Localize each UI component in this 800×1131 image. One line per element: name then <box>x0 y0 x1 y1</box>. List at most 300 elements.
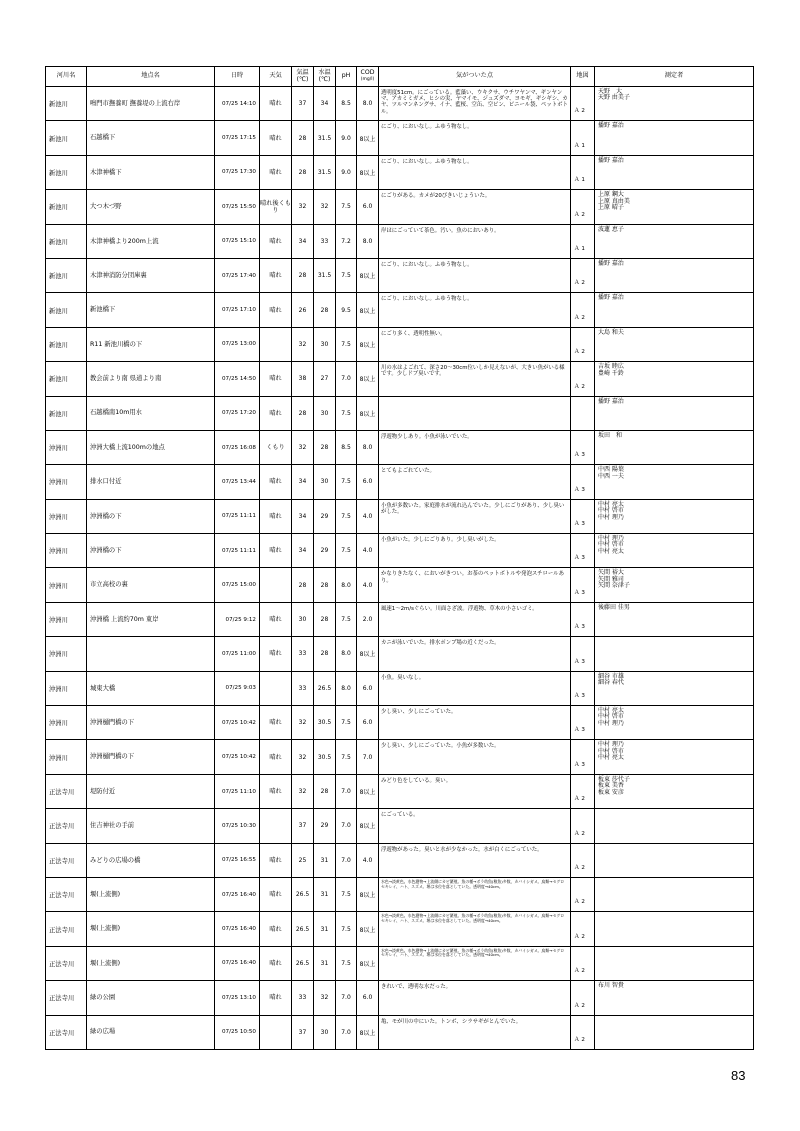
table-row <box>46 671 754 705</box>
notes-cell: 小魚が多数いた。家庭排水が流れ込んでいた。少しにごりがあり、少し臭いがした。 <box>379 499 571 533</box>
map-cell: Ａ 2 <box>571 774 595 808</box>
observer-name: 細谷 春代 <box>598 679 624 687</box>
cod-cell: 8以上 <box>357 637 379 671</box>
location-cell: 城東大橋 <box>87 671 215 705</box>
cod-cell: 8以上 <box>357 877 379 911</box>
observer-name: 矢間 雅司 <box>598 575 624 583</box>
water-temp-cell: 31.5 <box>314 155 336 189</box>
location-cell: R11 新池川橋の下 <box>87 327 215 361</box>
datetime-cell: 07/25 16:08 <box>215 430 260 464</box>
water-temp-cell: 29 <box>314 534 336 568</box>
datetime-cell: 07/25 13:00 <box>215 327 260 361</box>
map-cell: Ａ 3 <box>571 740 595 774</box>
water-temp-cell: 29 <box>314 499 336 533</box>
map-cell: Ａ 1 <box>571 224 595 258</box>
ph-cell: 9.0 <box>336 155 357 189</box>
water-temp-cell: 31 <box>314 946 336 980</box>
location-cell <box>87 637 215 671</box>
datetime-cell: 07/25 17:30 <box>215 155 260 189</box>
observer-name: 矢間 奈津子 <box>598 582 630 590</box>
map-cell: Ａ 1 <box>571 155 595 189</box>
ph-cell: 8.5 <box>336 430 357 464</box>
observer-cell <box>595 809 754 843</box>
notes-cell: 岸はにごっていて茶色。汚い。魚のにおいあり。 <box>379 224 571 258</box>
location-cell: 堰(上流側) <box>87 946 215 980</box>
weather-cell: 晴れ <box>260 465 292 499</box>
notes-cell: 小魚がいた。少しにごりあり。少し臭いがした。 <box>379 534 571 568</box>
air-temp-cell: 32 <box>292 327 314 361</box>
observer-cell <box>595 740 754 774</box>
observer-cell <box>595 258 754 292</box>
observer-name: 播野 嘉治 <box>598 397 624 405</box>
weather-cell: 晴れ <box>260 499 292 533</box>
weather-cell: 晴れ <box>260 121 292 155</box>
weather-cell <box>260 671 292 705</box>
weather-cell: 晴れ <box>260 946 292 980</box>
observer-name: 中村 亮太 <box>598 547 624 555</box>
river-cell: 正法寺川 <box>46 877 87 911</box>
page-number: 83 <box>731 1068 746 1083</box>
ph-cell: 7.0 <box>336 981 357 1015</box>
observer-name: 播野 嘉治 <box>598 294 624 302</box>
map-cell: Ａ 2 <box>571 1015 595 1049</box>
observer-cell <box>595 430 754 464</box>
river-cell: 沖洲川 <box>46 740 87 774</box>
header-location: 地点名 <box>87 67 215 87</box>
table-row <box>46 155 754 189</box>
observer-name: 中村 啓市 <box>598 541 624 549</box>
observer-name: 大島 和夫 <box>598 328 624 336</box>
location-cell: 市立高校の裏 <box>87 568 215 602</box>
table-row <box>46 1015 754 1049</box>
air-temp-cell: 32 <box>292 774 314 808</box>
river-cell: 沖洲川 <box>46 637 87 671</box>
cod-cell: 8以上 <box>357 258 379 292</box>
cod-cell: 8以上 <box>357 1015 379 1049</box>
water-temp-cell: 30.5 <box>314 740 336 774</box>
weather-cell: 晴れ <box>260 877 292 911</box>
datetime-cell: 07/25 15:10 <box>215 224 260 258</box>
table-row <box>46 121 754 155</box>
datetime-cell: 07/25 10:42 <box>215 706 260 740</box>
header-cod <box>357 67 379 87</box>
cod-cell: 6.0 <box>357 465 379 499</box>
river-cell: 正法寺川 <box>46 774 87 808</box>
notes-cell: 水色→淡黄色。水色濃物→上流側にカビ繁殖。魚の種→ボラ幼魚(稚魚)多数、カバイシガメ。鳥類→セグロセキレイ、ハト、スズメ。堰は水位を落としていた。透明度→40cm。 <box>379 912 571 946</box>
observer-name: 中村 理乃 <box>598 513 624 521</box>
water-temp-cell: 29 <box>314 809 336 843</box>
ph-cell: 8.5 <box>336 87 357 121</box>
notes-cell: にごりがある。カメが20ぴきいじょういた。 <box>379 190 571 224</box>
cod-cell: 8以上 <box>357 155 379 189</box>
table-row <box>46 877 754 911</box>
river-cell: 沖洲川 <box>46 568 87 602</box>
river-cell: 新池川 <box>46 224 87 258</box>
notes-cell: にごっている。 <box>379 809 571 843</box>
observer-cell <box>595 534 754 568</box>
weather-cell: くもり <box>260 430 292 464</box>
river-cell: 正法寺川 <box>46 912 87 946</box>
ph-cell: 7.0 <box>336 1015 357 1049</box>
map-cell: Ａ 2 <box>571 87 595 121</box>
notes-cell: にごり、においなし。ふゆう物なし。 <box>379 258 571 292</box>
location-cell: 石越橋南10m用水 <box>87 396 215 430</box>
weather-cell: 晴れ <box>260 224 292 258</box>
water-temp-cell: 27 <box>314 362 336 396</box>
map-cell: Ａ 3 <box>571 465 595 499</box>
water-temp-cell: 34 <box>314 87 336 121</box>
weather-cell: 晴れ <box>260 396 292 430</box>
air-temp-cell: 34 <box>292 224 314 258</box>
table-row <box>46 327 754 361</box>
header-water-temp-label: 水温 <box>318 69 331 76</box>
air-temp-cell: 34 <box>292 534 314 568</box>
cod-cell: 8以上 <box>357 327 379 361</box>
table-row <box>46 843 754 877</box>
notes-cell: かなりきたなく、においがきつい。お茶のペットボトルや発泡スチロールあり。 <box>379 568 571 602</box>
observer-name: 布川 智貴 <box>598 982 624 990</box>
cod-cell: 6.0 <box>357 981 379 1015</box>
observer-cell <box>595 155 754 189</box>
weather-cell: 晴れ <box>260 912 292 946</box>
weather-cell: 晴れ <box>260 981 292 1015</box>
observer-name: 中村 亮太 <box>598 754 624 762</box>
air-temp-cell: 28 <box>292 568 314 602</box>
observer-name: 細谷 市雄 <box>598 672 624 680</box>
weather-cell: 晴れ <box>260 293 292 327</box>
map-cell: Ａ 3 <box>571 637 595 671</box>
observer-name: 上原 晴子 <box>598 203 624 211</box>
location-cell: 沖洲樋門橋の下 <box>87 740 215 774</box>
observer-name: 播野 嘉治 <box>598 259 624 267</box>
datetime-cell: 07/25 14:50 <box>215 362 260 396</box>
observer-name: 天野 大 <box>598 88 623 95</box>
map-cell <box>571 396 595 430</box>
notes-cell: にごり、においなし。ふゆう物なし。 <box>379 155 571 189</box>
header-cod-label: COD <box>360 68 375 76</box>
water-temp-cell: 31.5 <box>314 258 336 292</box>
notes-cell: 少し臭い、少しにごっていた。小魚が多数いた。 <box>379 740 571 774</box>
table-row <box>46 568 754 602</box>
location-cell: 緑の広場 <box>87 1015 215 1049</box>
observer-name: 中村 啓市 <box>598 507 624 515</box>
datetime-cell: 07/25 11:11 <box>215 534 260 568</box>
table-row <box>46 912 754 946</box>
ph-cell: 7.5 <box>336 706 357 740</box>
map-cell: Ａ 2 <box>571 190 595 224</box>
ph-cell: 7.5 <box>336 877 357 911</box>
location-cell: 木津神消防分団庫裏 <box>87 258 215 292</box>
cod-cell: 8以上 <box>357 774 379 808</box>
cod-cell: 4.0 <box>357 534 379 568</box>
ph-cell: 7.5 <box>336 534 357 568</box>
air-temp-cell: 30 <box>292 602 314 636</box>
location-cell: 堰(上流側) <box>87 912 215 946</box>
ph-cell: 7.5 <box>336 946 357 980</box>
header-cod-unit: (mg/l) <box>360 77 375 82</box>
header-water-temp-unit: (℃) <box>318 75 331 83</box>
weather-cell: 晴れ <box>260 843 292 877</box>
observer-cell <box>595 396 754 430</box>
table-row <box>46 87 754 121</box>
datetime-cell: 07/25 15:50 <box>215 190 260 224</box>
air-temp-cell: 26.5 <box>292 946 314 980</box>
header-air-temp-unit: (℃) <box>296 75 309 83</box>
weather-cell: 晴れ <box>260 602 292 636</box>
weather-cell <box>260 1015 292 1049</box>
location-cell: 木津神橋下 <box>87 155 215 189</box>
observer-name: 板東 美香 <box>598 782 624 790</box>
cod-cell: 8以上 <box>357 293 379 327</box>
notes-cell <box>379 396 571 430</box>
observer-name: 後藤田 佳男 <box>598 603 630 611</box>
datetime-cell: 07/25 16:55 <box>215 843 260 877</box>
map-cell: Ａ 2 <box>571 809 595 843</box>
air-temp-cell: 37 <box>292 87 314 121</box>
location-cell: 沖洲大橋上流100mの地点 <box>87 430 215 464</box>
observer-name: 坂田 和 <box>598 431 623 439</box>
notes-cell: 浮遊物があった。臭いと水が少なかった。水が白くにごっていた。 <box>379 843 571 877</box>
river-cell: 沖洲川 <box>46 534 87 568</box>
air-temp-cell: 25 <box>292 843 314 877</box>
weather-cell: 晴れ <box>260 155 292 189</box>
air-temp-cell: 32 <box>292 430 314 464</box>
observer-name: 中村 啓市 <box>598 747 624 755</box>
map-cell: Ａ 2 <box>571 981 595 1015</box>
cod-cell: 2.0 <box>357 602 379 636</box>
water-temp-cell: 28 <box>314 430 336 464</box>
air-temp-cell: 37 <box>292 809 314 843</box>
water-temp-cell: 31.5 <box>314 121 336 155</box>
ph-cell: 7.0 <box>336 774 357 808</box>
air-temp-cell: 28 <box>292 258 314 292</box>
river-cell: 沖洲川 <box>46 430 87 464</box>
observer-cell <box>595 1015 754 1049</box>
observer-name: 波蓮 恵子 <box>598 225 624 233</box>
header-river: 河川名 <box>46 67 87 87</box>
river-cell: 沖洲川 <box>46 465 87 499</box>
air-temp-cell: 33 <box>292 637 314 671</box>
location-cell: 鳴門市撫養町 撫養堤の上流右岸 <box>87 87 215 121</box>
ph-cell: 7.0 <box>336 843 357 877</box>
datetime-cell: 07/25 17:20 <box>215 396 260 430</box>
notes-cell: 水色→淡黄色。水色濃物→上流側にカビ繁殖。魚の種→ボラ幼魚(稚魚)多数、カバイシガメ。鳥類→セグロセキレイ、ハト、スズメ。堰は水位を落としていた。透明度→40cm。 <box>379 946 571 980</box>
water-temp-cell: 28 <box>314 637 336 671</box>
location-cell: 木津神橋より200m上流 <box>87 224 215 258</box>
table-row <box>46 362 754 396</box>
map-cell: Ａ 3 <box>571 706 595 740</box>
table-row <box>46 190 754 224</box>
river-cell: 新池川 <box>46 362 87 396</box>
water-temp-cell: 31 <box>314 877 336 911</box>
ph-cell: 7.5 <box>336 912 357 946</box>
weather-cell <box>260 327 292 361</box>
table-row <box>46 637 754 671</box>
air-temp-cell: 33 <box>292 671 314 705</box>
header-datetime: 日時 <box>215 67 260 87</box>
observer-cell <box>595 327 754 361</box>
header-ph: pH <box>336 67 357 87</box>
datetime-cell: 07/25 17:10 <box>215 293 260 327</box>
ph-cell: 8.0 <box>336 637 357 671</box>
river-cell: 新池川 <box>46 258 87 292</box>
cod-cell: 4.0 <box>357 499 379 533</box>
observer-name: 播野 嘉治 <box>598 122 624 130</box>
map-cell: Ａ 2 <box>571 362 595 396</box>
observer-name: 中村 理乃 <box>598 535 624 543</box>
location-cell: 大つ木づ野 <box>87 190 215 224</box>
cod-cell: 6.0 <box>357 706 379 740</box>
water-temp-cell: 31 <box>314 843 336 877</box>
cod-cell: 6.0 <box>357 190 379 224</box>
weather-cell: 晴れ後くもり <box>260 190 292 224</box>
air-temp-cell: 32 <box>292 740 314 774</box>
cod-cell: 8.0 <box>357 87 379 121</box>
location-cell: 沖洲橋 上流約70m 東岸 <box>87 602 215 636</box>
weather-cell: 晴れ <box>260 740 292 774</box>
observer-cell <box>595 774 754 808</box>
observer-name: 中村 理乃 <box>598 719 624 727</box>
water-temp-cell: 31 <box>314 912 336 946</box>
observer-name: 中村 理乃 <box>598 741 624 749</box>
cod-cell: 4.0 <box>357 843 379 877</box>
water-temp-cell: 28 <box>314 602 336 636</box>
ph-cell: 7.0 <box>336 809 357 843</box>
air-temp-cell: 26.5 <box>292 877 314 911</box>
river-cell: 新池川 <box>46 396 87 430</box>
location-cell: 沖洲樋門橋の下 <box>87 706 215 740</box>
table-row <box>46 706 754 740</box>
weather-cell <box>260 568 292 602</box>
datetime-cell: 07/25 14:10 <box>215 87 260 121</box>
river-cell: 正法寺川 <box>46 1015 87 1049</box>
header-air-temp <box>292 67 314 87</box>
notes-cell: 水色→淡黄色。水色濃物→上流側にカビ繁殖。魚の種→ボラ幼魚(稚魚)多数、カバイシガメ。鳥類→セグロセキレイ、ハト、スズメ。堰は水位を落としていた。透明度→40cm。 <box>379 877 571 911</box>
river-cell: 新池川 <box>46 121 87 155</box>
location-cell: 緑の公園 <box>87 981 215 1015</box>
notes-cell: 亀、モが川の中にいた。トンボ、シラサギがとんでいた。 <box>379 1015 571 1049</box>
notes-cell: きれいで、透明な水だった。 <box>379 981 571 1015</box>
notes-cell: 透明度51cm。にごっている。藍藻い、ウキクサ、ウチワヤンマ、ギンヤンマ、アカミミガメ、ヒシの実、ヤマイモ、ジュズダマ、ヨモギ、ギシギシ、カヤ、ツルマンネングサ、イナ、藍桜、空缶、空ビン、ビニール袋、ペットボトル。 <box>379 87 571 121</box>
river-cell: 新池川 <box>46 327 87 361</box>
water-temp-cell: 32 <box>314 190 336 224</box>
notes-cell: にごり多く、透明性無い。 <box>379 327 571 361</box>
observer-cell <box>595 190 754 224</box>
river-cell: 正法寺川 <box>46 809 87 843</box>
observer-name: 天野 由美子 <box>598 94 630 102</box>
weather-cell: 晴れ <box>260 774 292 808</box>
weather-cell: 晴れ <box>260 362 292 396</box>
observer-name: 板東 安彦 <box>598 788 624 796</box>
observer-name: 播野 嘉治 <box>598 156 624 164</box>
observer-cell <box>595 912 754 946</box>
cod-cell: 4.0 <box>357 568 379 602</box>
header-map: 地図 <box>571 67 595 87</box>
table-row <box>46 774 754 808</box>
water-temp-cell: 30 <box>314 396 336 430</box>
water-temp-cell: 30 <box>314 465 336 499</box>
location-cell: 排水口付近 <box>87 465 215 499</box>
river-cell: 沖洲川 <box>46 602 87 636</box>
ph-cell: 7.0 <box>336 362 357 396</box>
map-cell: Ａ 3 <box>571 534 595 568</box>
ph-cell: 8.0 <box>336 671 357 705</box>
location-cell: 沖洲橋の下 <box>87 534 215 568</box>
observer-cell <box>595 843 754 877</box>
notes-cell: にごり、においなし。ふゆう物なし。 <box>379 293 571 327</box>
location-cell: みどりの広場の橋 <box>87 843 215 877</box>
air-temp-cell: 26 <box>292 293 314 327</box>
air-temp-cell: 28 <box>292 396 314 430</box>
observer-cell <box>595 87 754 121</box>
location-cell: 石越橋下 <box>87 121 215 155</box>
observer-name: 中村 啓市 <box>598 713 624 721</box>
location-cell: 住吉神社の手前 <box>87 809 215 843</box>
map-cell: Ａ 3 <box>571 430 595 464</box>
datetime-cell: 07/25 16:40 <box>215 946 260 980</box>
cod-cell: 6.0 <box>357 671 379 705</box>
air-temp-cell: 28 <box>292 121 314 155</box>
ph-cell: 9.5 <box>336 293 357 327</box>
ph-cell: 7.5 <box>336 258 357 292</box>
cod-cell: 8.0 <box>357 224 379 258</box>
map-cell: Ａ 2 <box>571 258 595 292</box>
weather-cell: 晴れ <box>260 87 292 121</box>
datetime-cell: 07/25 11:11 <box>215 499 260 533</box>
map-cell: Ａ 2 <box>571 912 595 946</box>
observer-name: 中西 一夫 <box>598 472 624 480</box>
cod-cell: 8以上 <box>357 912 379 946</box>
header-notes: 気がついた点 <box>379 67 571 87</box>
header-air-temp-label: 気温 <box>296 69 309 76</box>
river-cell: 正法寺川 <box>46 981 87 1015</box>
datetime-cell: 07/25 11:00 <box>215 637 260 671</box>
ph-cell: 7.2 <box>336 224 357 258</box>
observer-cell <box>595 671 754 705</box>
header-observer: 測定者 <box>595 67 754 87</box>
table-row <box>46 258 754 292</box>
observer-name: 板東 莎代子 <box>598 775 630 783</box>
cod-cell: 8以上 <box>357 809 379 843</box>
observer-name: 矢間 裕大 <box>598 569 624 577</box>
datetime-cell: 07/25 9:12 <box>215 602 260 636</box>
datetime-cell: 07/25 13:44 <box>215 465 260 499</box>
air-temp-cell: 34 <box>292 465 314 499</box>
cod-cell: 8以上 <box>357 396 379 430</box>
observer-cell <box>595 706 754 740</box>
map-cell: Ａ 3 <box>571 671 595 705</box>
datetime-cell: 07/25 16:40 <box>215 912 260 946</box>
table-row <box>46 809 754 843</box>
map-cell: Ａ 2 <box>571 877 595 911</box>
table-row <box>46 740 754 774</box>
table-row <box>46 293 754 327</box>
water-temp-cell: 33 <box>314 224 336 258</box>
water-temp-cell: 30 <box>314 327 336 361</box>
water-temp-cell: 30 <box>314 1015 336 1049</box>
map-cell: Ａ 3 <box>571 568 595 602</box>
notes-cell: 浮遊物少しあり。小魚が泳いでいた。 <box>379 430 571 464</box>
weather-cell: 晴れ <box>260 706 292 740</box>
river-cell: 新池川 <box>46 87 87 121</box>
ph-cell: 8.0 <box>336 568 357 602</box>
table-row <box>46 499 754 533</box>
water-survey-table <box>45 66 754 1050</box>
observer-cell <box>595 362 754 396</box>
ph-cell: 7.5 <box>336 602 357 636</box>
observer-name: 上原 鋼大 <box>598 191 624 199</box>
header-water-temp <box>314 67 336 87</box>
